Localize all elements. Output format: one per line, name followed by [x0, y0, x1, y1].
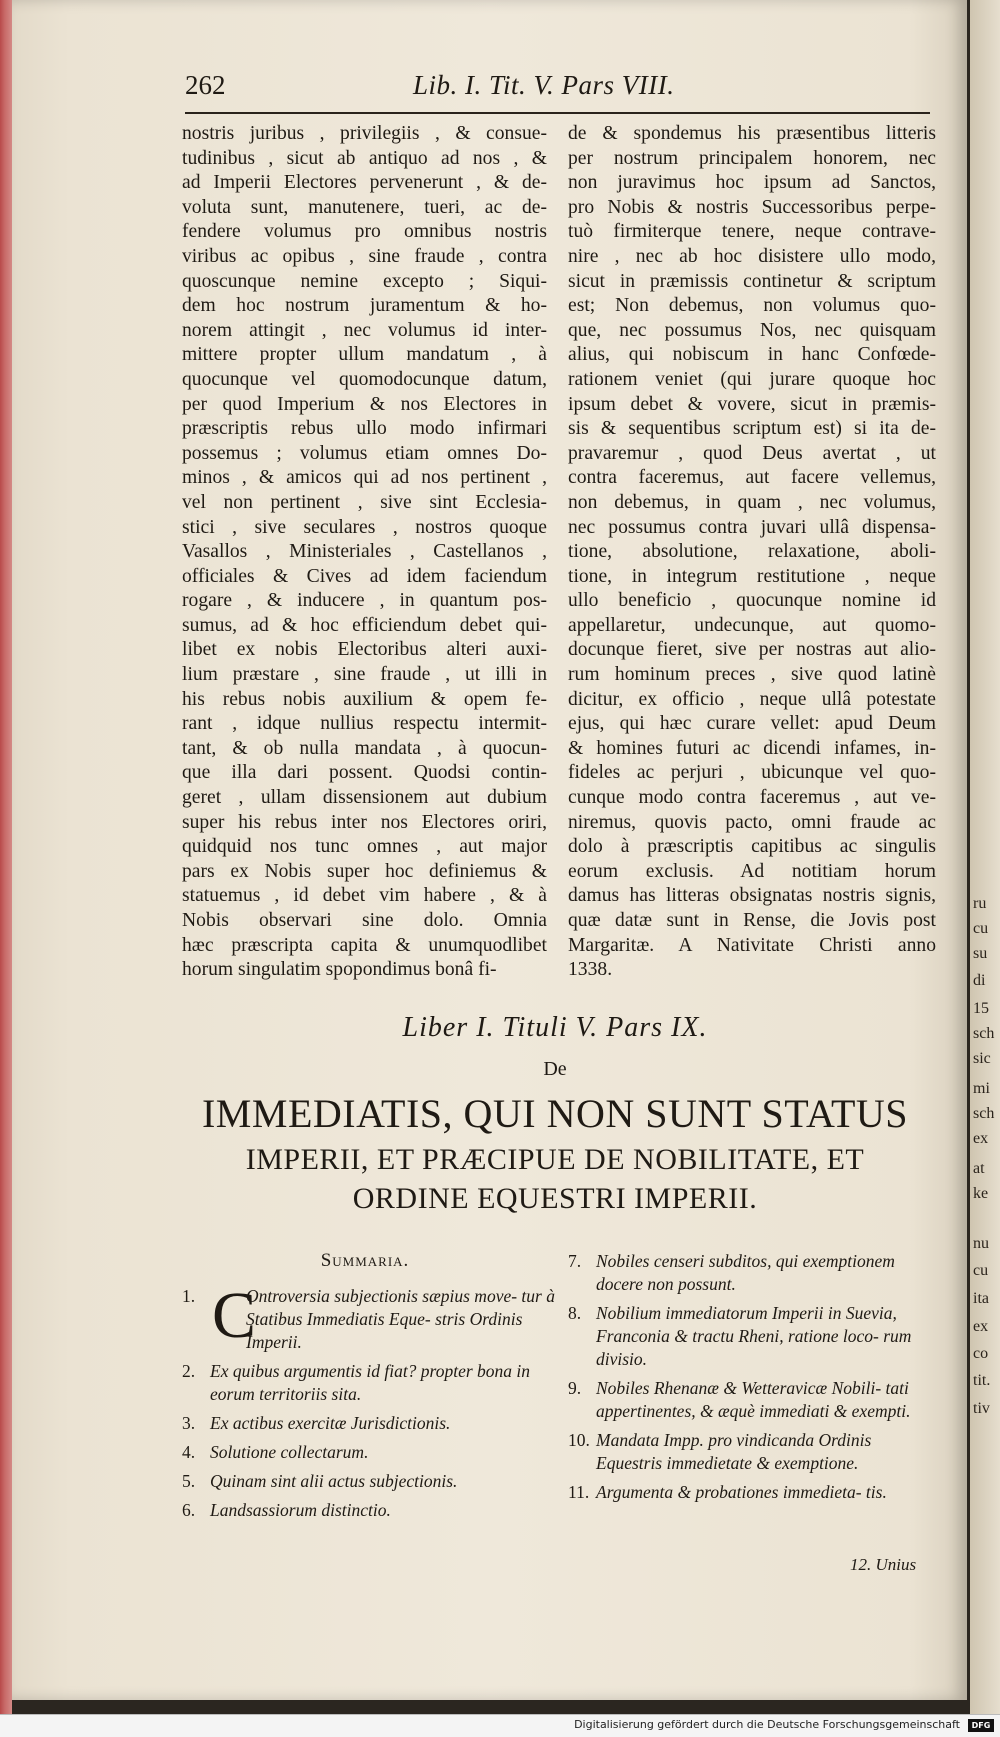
text-line: fendere volumus pro omnibus nostris [182, 221, 547, 243]
text-line: eorum exclusis. Ad notitiam horum [568, 860, 936, 882]
next-page-fragment: ita [973, 1290, 989, 1307]
text-line: niremus, quovis pacto, omni fraude ac [568, 811, 936, 833]
text-line: stici , sive seculares , nostros quoque [182, 516, 547, 538]
next-page-fragment: sch [973, 1105, 995, 1122]
text-line: horum singulatim spopondimus bonâ fi- [182, 959, 497, 981]
summary-text: Quinam sint alii actus subjectionis. [210, 1471, 458, 1491]
text-line: tant, & ob nulla mandata , à quocun- [182, 737, 547, 759]
text-line: non debemus, in quam , nec volumus, [568, 491, 936, 513]
footer-bar [0, 1714, 1000, 1737]
text-line: ad Imperii Electores pervenerunt , & de- [182, 172, 547, 194]
text-line: quidquid nos tunc omnes , aut major [182, 836, 547, 858]
summary-text: Mandata Impp. pro vindicanda Ordinis Equestris immedietate & exemptione. [596, 1430, 872, 1473]
text-line: sumus, ad & hoc efficiendum debet qui- [182, 614, 547, 636]
summary-text: Argumenta & probationes immedieta- tis. [596, 1482, 887, 1502]
text-line: quocunque vel quomodocunque datum, [182, 368, 547, 390]
next-page-fragment: su [973, 945, 988, 962]
text-line: fideles ac perjuri , ubicunque vel quo- [568, 762, 936, 784]
text-line: mittere propter ullum mandatum , à [182, 344, 547, 366]
summary-number: 4. [182, 1442, 196, 1462]
catchword: 12. Unius [850, 1555, 917, 1574]
summary-number: 2. [182, 1361, 196, 1381]
summaria-right-list [568, 1250, 938, 1510]
text-line: rationem veniet (qui jurare quoque hoc [568, 368, 936, 390]
text-line: vel non pertinent , sive sint Ecclesia- [182, 491, 547, 513]
summaria-left-list [182, 1279, 557, 1528]
summary-number: 5. [182, 1471, 196, 1491]
text-line: pro Nobis & nostris Successoribus perpe- [568, 196, 936, 218]
book-edge [0, 0, 12, 1715]
page-number: 262 [185, 70, 226, 100]
text-line: dolo à præscriptis capitibus ac singulis [568, 836, 936, 858]
next-page-fragment: cu [973, 1262, 989, 1279]
summary-number: 10. [568, 1430, 590, 1450]
summary-text: Ex actibus exercitæ Jurisdictionis. [210, 1413, 451, 1433]
text-line: dem hoc nostrum juramentum & ho- [182, 295, 547, 317]
text-line: rant , idque nullius respectu intermit- [182, 713, 547, 735]
summary-item [568, 1377, 938, 1423]
next-page-fragment: cu [973, 920, 989, 937]
summary-item [568, 1302, 938, 1371]
next-page-fragment: mi [973, 1080, 990, 1097]
text-line: tione, in integrum restitutione , neque [568, 565, 936, 587]
section-title-line-3: ORDINE EQUESTRI IMPERII. [352, 1182, 758, 1215]
text-line: possemus ; volumus etiam omnes Do- [182, 442, 547, 464]
text-line: appellaretur, undecunque, aut quomo- [568, 614, 936, 636]
text-line: contra faceremus, aut facere vellemus, [568, 467, 936, 489]
summary-number: 8. [568, 1303, 582, 1323]
summary-item [568, 1429, 938, 1475]
text-line: que, nec possumus Nos, nec quisquam [568, 319, 936, 341]
text-line: minos , & amicos qui ad nos pertinent , [182, 467, 547, 489]
text-line: tione, absolutione, relaxatione, aboli- [568, 541, 936, 563]
next-page-fragment: sch [973, 1025, 995, 1042]
running-title: Lib. I. Tit. V. Pars VIII. [413, 70, 675, 100]
next-page-fragment: tiv [973, 1400, 990, 1417]
text-line: statuemus , id debet vim habere , & à [182, 885, 547, 907]
text-line: ejus, qui hæc curare vellet: apud Deum [568, 713, 936, 735]
text-line: cunque modo contra faceremus , aut ve- [568, 787, 936, 809]
summaria-label: Summaria. [320, 1250, 410, 1271]
text-line: tudinibus , sicut ab antiquo ad nos , & [182, 147, 547, 169]
running-head [173, 70, 933, 110]
dfg-logo: DFG [968, 1719, 994, 1732]
text-line: per quod Imperium & nos Electores in [182, 393, 547, 415]
summary-text: Ontroversia subjectionis sæpius move- tur à Statibus Immediatis Eque- stris Ordinis Imperii. [246, 1286, 555, 1352]
drop-cap: C [212, 1279, 257, 1352]
text-line: 1338. [568, 959, 613, 981]
text-line: geret , ullam dissensionem aut dubium [182, 787, 547, 809]
section-title-line-2: IMPERII, ET PRÆCIPUE DE NOBILITATE, ET [245, 1143, 865, 1176]
footer-credit: Digitalisierung gefördert durch die Deutsche Forschungsgemeinschaft [574, 1718, 960, 1731]
left-text-column [182, 122, 547, 983]
text-line: sis & sequentibus scriptum est) si ita de- [568, 418, 936, 440]
summary-text: Nobilium immediatorum Imperii in Suevia, Franconia & tractu Rheni, ratione loco- rum divisio. [596, 1303, 912, 1369]
summary-text: Ex quibus argumentis id fiat? propter bona in eorum territoriis sita. [210, 1361, 531, 1404]
summary-number: 7. [568, 1251, 582, 1271]
summary-item [182, 1360, 557, 1406]
text-line: alius, qui nobiscum in hanc Confœde- [568, 344, 936, 366]
next-page-fragment: ex [973, 1130, 989, 1147]
text-line: de & spondemus his præsentibus litteris [568, 123, 936, 144]
next-page-fragment: sic [973, 1050, 991, 1067]
text-line: nire , nec ab hoc disistere ullo modo, [568, 245, 936, 267]
next-page-fragment: ru [973, 895, 987, 912]
text-line: præscriptis rebus ullo modo infirmari [182, 418, 547, 440]
summary-number: 1. [182, 1286, 196, 1306]
summary-number: 11. [568, 1482, 590, 1502]
text-line: ullo beneficio , quocunque nomine id [568, 590, 936, 612]
next-page-fragment: nu [973, 1235, 989, 1252]
adjacent-page-edge [970, 0, 1000, 1715]
text-line: que illa dari possent. Quodsi contin- [182, 762, 547, 784]
text-line: nostris juribus , privilegiis , & consue- [182, 123, 547, 144]
text-line: libet ex nobis Electoribus alteri auxi- [182, 639, 547, 661]
text-line: rum hominum preces , sive quod latinè [568, 664, 936, 686]
summary-number: 6. [182, 1500, 196, 1520]
text-line: rogare , & inducere , in quantum pos- [182, 590, 547, 612]
summary-item [182, 1470, 557, 1493]
summary-text: Nobiles censeri subditos, qui exemptionem docere non possunt. [596, 1251, 895, 1294]
summary-item [182, 1499, 557, 1522]
text-line: quæ datæ sunt in Rense, die Jovis post [568, 910, 936, 931]
summary-item [182, 1441, 557, 1464]
text-line: Nobis observari sine dolo. Omnia [182, 910, 547, 931]
text-line: his rebus nobis auxilium & opem fe- [182, 688, 547, 710]
summary-text: Landsassiorum distinctio. [210, 1500, 391, 1520]
text-line: Vasallos , Ministeriales , Castellanos , [182, 541, 547, 563]
text-line: dicitur, ex officio , neque ullâ potestate [568, 688, 936, 710]
next-page-fragment: ke [973, 1185, 989, 1202]
text-line: lium præstare , sine fraude , ut illi in [182, 664, 547, 686]
summary-item [182, 1412, 557, 1435]
text-line: per nostrum principalem honorem, nec [568, 147, 936, 169]
text-line: nec possumus contra juvari ullâ dispensa- [568, 516, 936, 538]
text-line: tuò firmiterque tenere, neque contrave- [568, 221, 936, 243]
section-heading: Liber I. Tituli V. Pars IX. [402, 1012, 708, 1043]
summary-number: 9. [568, 1378, 582, 1398]
text-line: & homines futuri ac dicendi infames, in- [568, 737, 936, 759]
section-title-line-1: IMMEDIATIS, QUI NON SUNT STATUS [201, 1091, 909, 1136]
next-page-fragment: at [973, 1160, 985, 1177]
text-line: quoscunque nemine excepto ; Siqui- [182, 270, 547, 292]
text-line: sicut in præmissis continetur & scriptum [568, 270, 936, 292]
text-line: super his rebus inter nos Electores oriri, [182, 811, 547, 833]
next-page-fragment: di [973, 972, 986, 989]
text-line: damus has litteras obsignatas nostris signis, [568, 885, 936, 907]
text-line: voluta sunt, manutenere, tueri, ac de- [182, 196, 547, 218]
text-line: Margaritæ. A Nativitate Christi anno [568, 934, 936, 956]
header-rule [185, 112, 930, 114]
text-line: hæc præscripta capita & unumquodlibet [182, 934, 547, 956]
next-page-fragment: tit. [973, 1372, 991, 1389]
summary-number: 3. [182, 1413, 196, 1433]
next-page-fragment: 15 [973, 1000, 989, 1017]
next-page-fragment: co [973, 1345, 989, 1362]
text-line: ipsum debet & vovere, sicut in præmis- [568, 393, 936, 415]
right-text-column [568, 122, 936, 983]
next-page-fragment: ex [973, 1318, 989, 1335]
summary-item [182, 1279, 557, 1354]
text-line: pravaremur , quod Deus avertat , ut [568, 442, 936, 464]
text-line: est; Non debemus, non volumus quo- [568, 295, 936, 317]
text-line: officiales & Cives ad idem faciendum [182, 565, 547, 587]
summary-item [568, 1250, 938, 1296]
summary-text: Nobiles Rhenanæ & Wetteravicæ Nobili- tati appertinentes, & æquè immediati & exempti. [596, 1378, 911, 1421]
summary-text: Solutione collectarum. [210, 1442, 369, 1462]
text-line: norem attingit , nec volumus id inter- [182, 319, 547, 341]
section-de: De [543, 1058, 567, 1080]
text-line: non juravimus hoc ipsum ad Sanctos, [568, 172, 936, 194]
text-line: docunque fieret, sive per nostras aut alio- [568, 639, 936, 661]
summary-item [568, 1481, 938, 1504]
text-line: viribus ac opibus , sine fraude , contra [182, 245, 547, 267]
text-line: pars ex Nobis super hoc definiemus & [182, 860, 547, 882]
